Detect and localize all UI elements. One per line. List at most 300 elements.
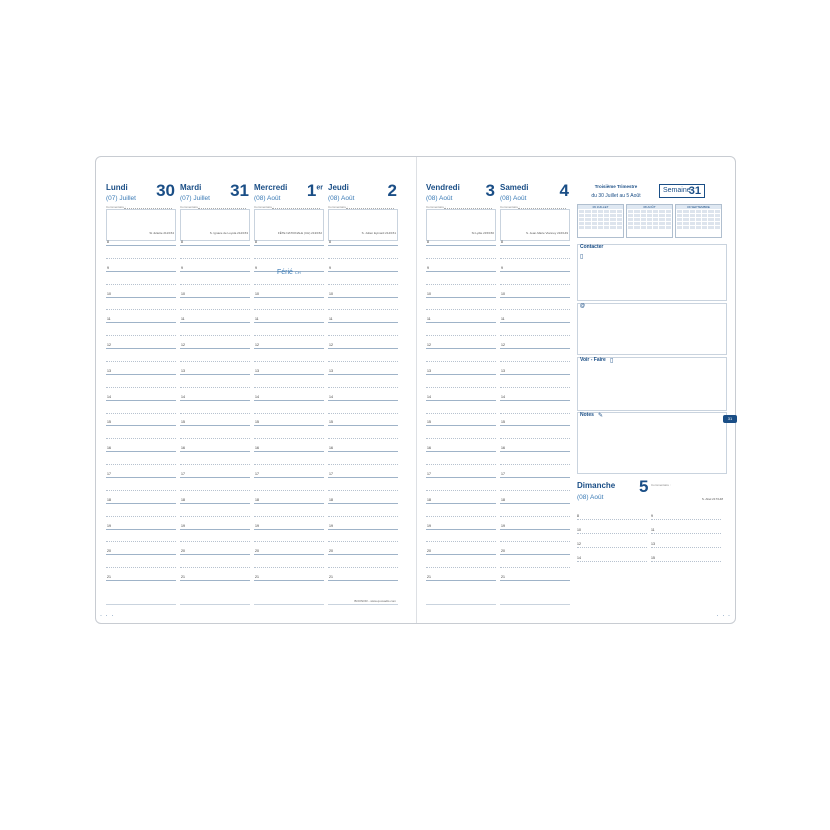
hour-line[interactable] — [254, 567, 324, 568]
hour-line[interactable] — [180, 387, 250, 388]
hour-label: 12 — [107, 343, 111, 348]
hour-line[interactable] — [426, 343, 496, 349]
email-section[interactable] — [577, 303, 727, 355]
hour-label: 15 — [651, 556, 655, 560]
hour-line[interactable] — [426, 420, 496, 426]
hour-line[interactable] — [426, 291, 496, 298]
hour-line[interactable] — [328, 446, 398, 452]
hour-line[interactable] — [426, 284, 496, 285]
hour-line[interactable] — [254, 258, 324, 259]
hour-line[interactable] — [500, 258, 570, 259]
saint-name: St Juliette 211/154 — [149, 231, 174, 235]
sunday-hour-line[interactable] — [651, 542, 721, 548]
sunday-hour-line[interactable] — [577, 514, 647, 520]
hour-line[interactable] — [106, 258, 176, 259]
hour-label: 17 — [427, 472, 431, 476]
hour-line[interactable] — [254, 387, 324, 388]
hour-label: 15 — [329, 420, 333, 425]
hour-line[interactable] — [106, 490, 176, 491]
hour-line[interactable] — [328, 472, 398, 478]
hour-grid — [254, 240, 324, 593]
hour-label: 15 — [255, 420, 259, 425]
hour-line[interactable] — [500, 549, 570, 555]
day-number: 31 — [230, 181, 249, 200]
hour-line[interactable] — [426, 368, 496, 375]
hour-line[interactable] — [328, 309, 398, 310]
day-footer-line — [106, 604, 176, 605]
hour-line[interactable] — [254, 291, 324, 298]
hour-line[interactable] — [426, 317, 496, 323]
hour-line[interactable] — [426, 490, 496, 491]
sunday-hour-line[interactable] — [651, 514, 721, 520]
hour-line[interactable] — [180, 446, 250, 452]
hour-line[interactable] — [328, 464, 398, 465]
hour-line[interactable] — [426, 361, 496, 362]
hour-label: 16 — [107, 446, 111, 451]
hour-line[interactable] — [106, 413, 176, 414]
day-month: (08) Août — [254, 195, 281, 202]
hour-line[interactable] — [500, 523, 570, 530]
hour-line[interactable] — [500, 240, 570, 246]
sunday-hour-line[interactable] — [651, 528, 721, 534]
hour-line[interactable] — [500, 567, 570, 568]
hour-label: 8 — [427, 240, 429, 244]
hour-label: 14 — [427, 394, 431, 399]
hour-line[interactable] — [500, 317, 570, 323]
sunday-hour-line[interactable] — [651, 556, 721, 562]
hour-line[interactable] — [500, 472, 570, 478]
hour-line[interactable] — [426, 240, 496, 246]
hour-line[interactable] — [254, 549, 324, 555]
hour-line[interactable] — [254, 420, 324, 426]
hour-label: 15 — [501, 420, 505, 425]
hour-label: 10 — [255, 291, 259, 296]
hour-line[interactable] — [328, 523, 398, 530]
hour-line[interactable] — [500, 438, 570, 439]
hour-line[interactable] — [180, 343, 250, 349]
hour-line[interactable] — [180, 567, 250, 568]
hour-line[interactable] — [328, 420, 398, 426]
day-month: (07) Juillet — [180, 195, 210, 202]
planner-spread — [95, 156, 736, 624]
hour-label: 12 — [329, 343, 333, 348]
right-page — [416, 157, 737, 623]
hour-label: 18 — [427, 497, 431, 502]
hour-line[interactable] — [106, 516, 176, 517]
hour-label: 20 — [107, 549, 111, 554]
hour-line[interactable] — [500, 413, 570, 414]
hour-label: 15 — [427, 420, 431, 425]
hour-line[interactable] — [254, 394, 324, 401]
hour-line[interactable] — [500, 541, 570, 542]
hour-label: 11 — [427, 317, 431, 322]
hour-line[interactable] — [180, 549, 250, 555]
hour-label: 8 — [501, 240, 503, 244]
hour-line[interactable] — [328, 394, 398, 401]
hour-line[interactable] — [254, 516, 324, 517]
hour-line[interactable] — [426, 413, 496, 414]
hour-line[interactable] — [106, 472, 176, 478]
week-number: 31 — [688, 185, 701, 197]
hour-line[interactable] — [500, 420, 570, 426]
hour-line[interactable] — [328, 291, 398, 298]
hour-grid — [106, 240, 176, 593]
comment-label: Commentaire : — [254, 205, 274, 209]
hour-label: 13 — [181, 368, 185, 373]
hour-line[interactable] — [254, 541, 324, 542]
hour-line[interactable] — [500, 265, 570, 272]
hour-line[interactable] — [106, 317, 176, 323]
sunday-name: Dimanche — [577, 481, 616, 490]
hour-line[interactable] — [328, 438, 398, 439]
hour-line[interactable] — [180, 284, 250, 285]
day-name: Vendredi — [426, 183, 460, 192]
week-period: du 30 Juillet au 5 Août — [591, 193, 641, 199]
hour-line[interactable] — [426, 497, 496, 504]
holiday-label: Férié CH — [277, 269, 301, 276]
hour-label: 13 — [501, 368, 505, 373]
hour-label: 16 — [255, 446, 259, 451]
sunday-hour-line[interactable] — [577, 556, 647, 562]
hour-label: 13 — [107, 368, 111, 373]
hour-line[interactable] — [180, 240, 250, 246]
hour-line[interactable] — [254, 497, 324, 504]
hour-line[interactable] — [106, 387, 176, 388]
hour-line[interactable] — [426, 265, 496, 272]
hour-line[interactable] — [254, 343, 324, 349]
hour-line[interactable] — [180, 265, 250, 272]
hour-line[interactable] — [106, 335, 176, 336]
hour-line[interactable] — [180, 464, 250, 465]
hour-line[interactable] — [106, 309, 176, 310]
hour-line[interactable] — [328, 413, 398, 414]
hour-line[interactable] — [500, 490, 570, 491]
hour-line[interactable] — [254, 446, 324, 452]
hour-line[interactable] — [180, 317, 250, 323]
day-month: (08) Août — [500, 195, 527, 202]
hour-label: 11 — [501, 317, 505, 322]
hour-line[interactable] — [426, 549, 496, 555]
hour-line[interactable] — [106, 549, 176, 555]
hour-line[interactable] — [328, 541, 398, 542]
hour-line[interactable] — [500, 575, 570, 581]
hour-line[interactable] — [180, 420, 250, 426]
hour-grid — [180, 240, 250, 593]
hour-line[interactable] — [106, 446, 176, 452]
hour-label: 20 — [181, 549, 185, 554]
mini-calendar-month: 06 JUILLET — [578, 205, 623, 209]
hour-line[interactable] — [426, 446, 496, 452]
comment-label: Commentaire : — [180, 205, 200, 209]
hour-line[interactable] — [254, 361, 324, 362]
hour-line[interactable] — [180, 413, 250, 414]
hour-line[interactable] — [328, 361, 398, 362]
hour-line[interactable] — [426, 394, 496, 401]
hour-grid — [328, 240, 398, 593]
hour-line[interactable] — [106, 438, 176, 439]
email-label: @ — [580, 303, 585, 309]
hour-label: 19 — [427, 523, 431, 528]
hour-line[interactable] — [500, 343, 570, 349]
hour-label: 13 — [427, 368, 431, 373]
day-name: Jeudi — [328, 183, 349, 192]
hour-line[interactable] — [328, 368, 398, 375]
publisher-credit: BOONOR - www.quovadis.com — [354, 599, 396, 603]
hour-line[interactable] — [328, 516, 398, 517]
hour-line[interactable] — [106, 343, 176, 349]
hour-label: 20 — [501, 549, 505, 554]
hour-label: 17 — [329, 472, 333, 476]
hour-line[interactable] — [254, 317, 324, 323]
day-name: Mardi — [180, 183, 202, 192]
hour-line[interactable] — [180, 541, 250, 542]
day-footer-line — [328, 604, 398, 605]
hour-label: 10 — [181, 291, 185, 296]
hour-line[interactable] — [180, 368, 250, 375]
contacter-section[interactable] — [577, 244, 727, 301]
hour-label: 9 — [501, 265, 503, 270]
hour-label: 13 — [255, 368, 259, 373]
day-column-mardi — [178, 181, 252, 611]
hour-line[interactable] — [500, 394, 570, 401]
hour-line[interactable] — [180, 516, 250, 517]
hour-line[interactable] — [106, 265, 176, 272]
notes-label: Notes — [580, 412, 594, 418]
hour-line[interactable] — [106, 567, 176, 568]
hour-line[interactable] — [500, 309, 570, 310]
hour-line[interactable] — [328, 335, 398, 336]
day-note-box[interactable] — [500, 209, 570, 241]
hour-label: 10 — [427, 291, 431, 296]
day-note-box[interactable] — [328, 209, 398, 241]
day-number: 3 — [485, 181, 495, 200]
mini-calendar-month: 08 AOÛT — [627, 205, 672, 209]
saint-name: FÊTE NATIONALE (CH) 213/152 — [277, 231, 322, 235]
hour-label: 18 — [107, 497, 111, 502]
hour-line[interactable] — [426, 309, 496, 310]
corner-dots-left: · · · — [100, 613, 115, 619]
sunday-month: (08) Août — [577, 494, 604, 501]
hour-line[interactable] — [500, 361, 570, 362]
comment-label: Commentaire : — [106, 205, 126, 209]
document-icon: ▯ — [610, 358, 614, 364]
hour-line[interactable] — [180, 361, 250, 362]
day-name: Lundi — [106, 183, 128, 192]
hour-label: 20 — [255, 549, 259, 554]
hour-line[interactable] — [254, 464, 324, 465]
hour-label: 10 — [501, 291, 505, 296]
hour-label: 13 — [329, 368, 333, 373]
voir-faire-section[interactable] — [577, 357, 727, 411]
day-note-box[interactable] — [106, 209, 176, 241]
hour-line[interactable] — [106, 523, 176, 530]
hour-line[interactable] — [106, 420, 176, 426]
hour-label: 19 — [501, 523, 505, 528]
sunday-hour-line[interactable] — [577, 528, 647, 534]
hour-label: 8 — [107, 240, 109, 244]
hour-label: 18 — [255, 497, 259, 502]
hour-line[interactable] — [500, 516, 570, 517]
hour-label: 18 — [181, 497, 185, 502]
hour-label: 16 — [329, 446, 333, 451]
hour-label: 21 — [427, 575, 431, 580]
hour-line[interactable] — [180, 335, 250, 336]
hour-line[interactable] — [254, 309, 324, 310]
hour-line[interactable] — [328, 549, 398, 555]
hour-line[interactable] — [106, 240, 176, 246]
hour-line[interactable] — [328, 567, 398, 568]
hour-line[interactable] — [254, 368, 324, 375]
hour-label: 16 — [181, 446, 185, 451]
sunday-hour-line[interactable] — [577, 542, 647, 548]
hour-line[interactable] — [180, 258, 250, 259]
hour-line[interactable] — [254, 240, 324, 246]
hour-label: 12 — [577, 542, 581, 546]
hour-line[interactable] — [180, 309, 250, 310]
day-footer-line — [254, 604, 324, 605]
hour-line[interactable] — [328, 490, 398, 491]
day-name: Samedi — [500, 183, 529, 192]
day-column-vendredi — [424, 181, 498, 611]
hour-label: 17 — [181, 472, 185, 476]
hour-line[interactable] — [106, 284, 176, 285]
saint-name: S. Ignace de Loyola 212/153 — [209, 231, 248, 235]
hour-line[interactable] — [254, 523, 324, 530]
trimestre-title: Troisième Trimestre — [594, 184, 638, 189]
hour-line[interactable] — [328, 265, 398, 272]
hour-line[interactable] — [328, 317, 398, 323]
day-number: 30 — [156, 181, 175, 200]
hour-line[interactable] — [328, 284, 398, 285]
hour-line[interactable] — [180, 394, 250, 401]
hour-line[interactable] — [106, 575, 176, 581]
hour-label: 19 — [181, 523, 185, 528]
hour-line[interactable] — [254, 438, 324, 439]
hour-line[interactable] — [328, 258, 398, 259]
day-month: (07) Juillet — [106, 195, 136, 202]
week-label: Semaine — [663, 187, 691, 194]
hour-line[interactable] — [500, 284, 570, 285]
sunday-hours — [577, 513, 727, 603]
day-note-box[interactable] — [180, 209, 250, 241]
hour-line[interactable] — [328, 575, 398, 581]
hour-line[interactable] — [180, 472, 250, 478]
hour-label: 19 — [329, 523, 333, 528]
hour-label: 21 — [501, 575, 505, 580]
day-note-box[interactable] — [254, 209, 324, 241]
hour-line[interactable] — [328, 497, 398, 504]
hour-line[interactable] — [254, 490, 324, 491]
hour-line[interactable] — [328, 343, 398, 349]
hour-label: 13 — [651, 542, 655, 546]
hour-line[interactable] — [426, 516, 496, 517]
hour-line[interactable] — [106, 394, 176, 401]
day-column-mercredi — [252, 181, 326, 611]
hour-label: 10 — [329, 291, 333, 296]
hour-line[interactable] — [426, 387, 496, 388]
hour-line[interactable] — [180, 523, 250, 530]
hour-line[interactable] — [254, 413, 324, 414]
hour-label: 21 — [107, 575, 111, 580]
hour-line[interactable] — [500, 291, 570, 298]
mini-calendar — [675, 204, 722, 238]
day-note-box[interactable] — [426, 209, 496, 241]
hour-line[interactable] — [426, 575, 496, 581]
hour-line[interactable] — [254, 284, 324, 285]
mini-calendar — [577, 204, 624, 238]
hour-label: 20 — [329, 549, 333, 554]
hour-line[interactable] — [254, 472, 324, 478]
comment-label: Commentaire : — [426, 205, 446, 209]
hour-line[interactable] — [426, 541, 496, 542]
hour-line[interactable] — [106, 541, 176, 542]
hour-label: 17 — [107, 472, 111, 476]
hour-line[interactable] — [500, 368, 570, 375]
voir-faire-label: Voir - Faire — [580, 357, 606, 363]
hour-line[interactable] — [426, 523, 496, 530]
day-month: (08) Août — [426, 195, 453, 202]
hour-line[interactable] — [106, 291, 176, 298]
hour-line[interactable] — [106, 368, 176, 375]
hour-line[interactable] — [106, 497, 176, 504]
hour-label: 18 — [329, 497, 333, 502]
hour-line[interactable] — [328, 387, 398, 388]
hour-label: 14 — [181, 394, 185, 399]
hour-label: 14 — [577, 556, 581, 560]
hour-line[interactable] — [180, 490, 250, 491]
hour-line[interactable] — [500, 464, 570, 465]
hour-line[interactable] — [254, 335, 324, 336]
hour-line[interactable] — [426, 464, 496, 465]
hour-line[interactable] — [500, 446, 570, 452]
day-number: 2 — [387, 181, 397, 200]
hour-line[interactable] — [426, 258, 496, 259]
sunday-saint: S. Abel 217/148 — [701, 497, 723, 501]
hour-label: 11 — [651, 528, 655, 532]
hour-line[interactable] — [106, 464, 176, 465]
hour-line[interactable] — [500, 335, 570, 336]
hour-label: 11 — [329, 317, 333, 322]
hour-line[interactable] — [426, 472, 496, 478]
hour-label: 21 — [329, 575, 333, 580]
hour-line[interactable] — [426, 438, 496, 439]
hour-line[interactable] — [500, 387, 570, 388]
hour-grid — [426, 240, 496, 593]
hour-line[interactable] — [426, 567, 496, 568]
notes-section[interactable] — [577, 412, 727, 474]
hour-label: 14 — [501, 394, 505, 399]
hour-label: 9 — [255, 265, 257, 270]
day-number: 1er — [306, 181, 323, 200]
hour-line[interactable] — [254, 575, 324, 581]
hour-line[interactable] — [106, 361, 176, 362]
hour-line[interactable] — [328, 240, 398, 246]
hour-line[interactable] — [180, 438, 250, 439]
hour-label: 9 — [329, 265, 331, 270]
hour-line[interactable] — [180, 291, 250, 298]
day-month: (08) Août — [328, 195, 355, 202]
hour-label: 15 — [181, 420, 185, 425]
hour-line[interactable] — [180, 575, 250, 581]
week-number-box — [659, 184, 705, 198]
day-footer-line — [180, 604, 250, 605]
hour-label: 9 — [181, 265, 183, 270]
week-tab[interactable]: 31 — [723, 415, 737, 423]
hour-line[interactable] — [426, 335, 496, 336]
hour-line[interactable] — [500, 497, 570, 504]
day-number: 4 — [559, 181, 569, 200]
hour-line[interactable] — [180, 497, 250, 504]
